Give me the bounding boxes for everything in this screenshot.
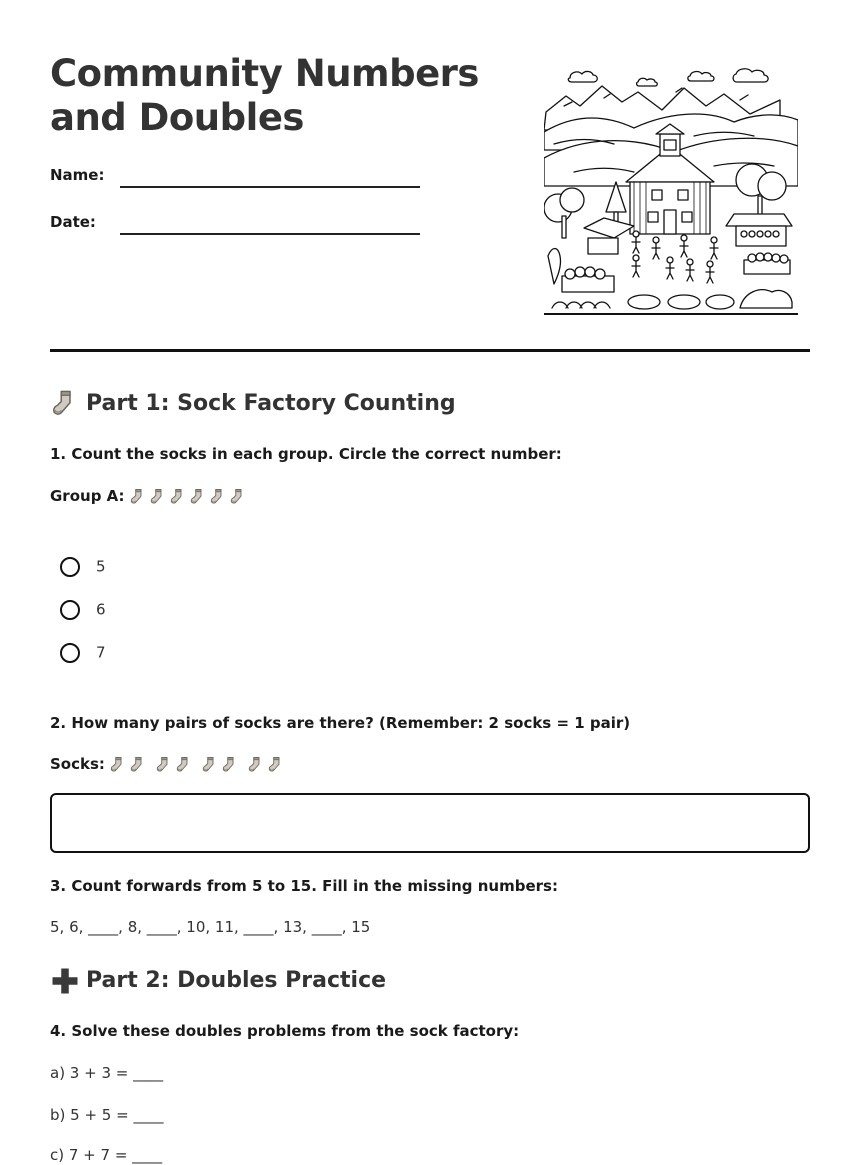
date-label: Date:: [50, 213, 96, 231]
name-field-row: [50, 166, 430, 196]
number-sequence: 5, 6, ____, 8, ____, 10, 11, ____, 13, ____, 15: [50, 918, 371, 936]
question-4-prompt: 4. Solve these doubles problems from the sock factory:: [50, 1022, 520, 1040]
date-input-line[interactable]: [120, 233, 420, 235]
socks-line: [50, 753, 293, 775]
page-title: [50, 52, 510, 140]
option-5[interactable]: [60, 554, 106, 578]
sock-icon: [201, 756, 219, 774]
sock-icon: [149, 488, 167, 506]
radio-circle[interactable]: [60, 600, 80, 620]
radio-circle[interactable]: [60, 643, 80, 663]
answer-box-q2[interactable]: [50, 793, 810, 853]
radio-circle[interactable]: [60, 557, 80, 577]
doubles-item-b: b) 5 + 5 = ____: [50, 1106, 164, 1124]
option-label: 7: [96, 643, 106, 662]
sock-pair: [109, 754, 149, 776]
group-a-label: Group A:: [50, 487, 125, 505]
doubles-item-a: a) 3 + 3 = ____: [50, 1064, 164, 1082]
sock-icon: [189, 488, 207, 506]
group-a-socks: [129, 486, 249, 508]
section-title-part-2: Part 2: Doubles Practice: [50, 966, 386, 996]
name-input-line[interactable]: [120, 186, 420, 188]
option-7[interactable]: [60, 640, 106, 664]
sock-icon: [175, 756, 193, 774]
section-title-part-1: Part 1: Sock Factory Counting: [50, 389, 456, 419]
sock-icon: [50, 389, 80, 419]
sock-pair: [201, 754, 241, 776]
plus-icon: [50, 966, 80, 996]
group-a-line: [50, 485, 249, 507]
sock-icon: [247, 756, 265, 774]
community-market-illustration: [544, 62, 798, 318]
socks-label: Socks:: [50, 755, 105, 773]
sock-icon: [229, 488, 247, 506]
sock-icon: [129, 756, 147, 774]
sock-icon: [267, 756, 285, 774]
sock-icon: [155, 756, 173, 774]
option-label: 6: [96, 600, 106, 619]
sock-pair: [247, 754, 287, 776]
title-line-1: Community Numbers: [50, 52, 479, 95]
sock-icon: [221, 756, 239, 774]
question-2-prompt: 2. How many pairs of socks are there? (Remember: 2 socks = 1 pair): [50, 714, 631, 732]
date-field-row: [50, 213, 430, 243]
sock-pair: [155, 754, 195, 776]
sock-icon: [109, 756, 127, 774]
header-divider: [50, 349, 810, 352]
sock-icon: [209, 488, 227, 506]
sock-icon: [169, 488, 187, 506]
sock-icon: [129, 488, 147, 506]
name-label: Name:: [50, 166, 105, 184]
doubles-item-c: c) 7 + 7 = ____: [50, 1146, 163, 1164]
question-3-prompt: 3. Count forwards from 5 to 15. Fill in the missing numbers:: [50, 877, 558, 895]
option-6[interactable]: [60, 597, 106, 621]
sock-pairs: [109, 753, 293, 776]
question-1-prompt: 1. Count the socks in each group. Circle the correct number:: [50, 445, 562, 463]
option-label: 5: [96, 557, 106, 576]
title-line-2: and Doubles: [50, 96, 304, 139]
